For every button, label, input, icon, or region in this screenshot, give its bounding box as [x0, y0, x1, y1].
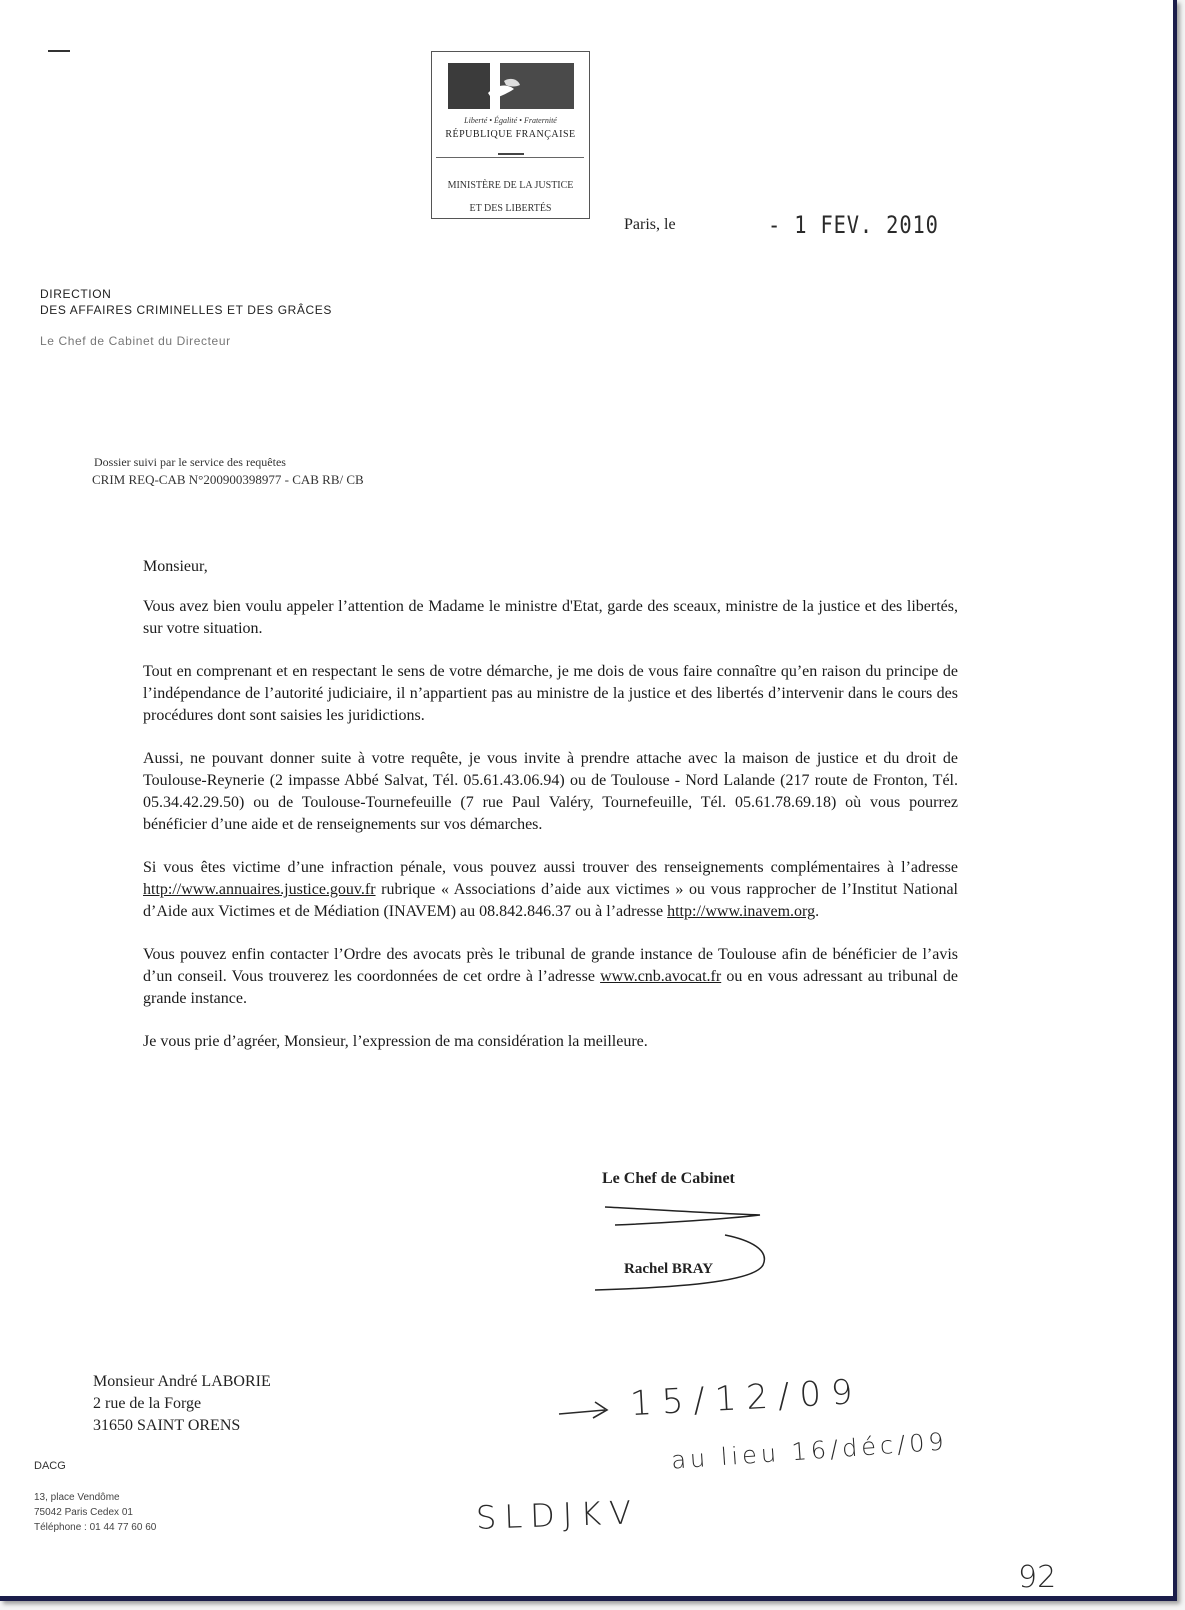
republic-name: RÉPUBLIQUE FRANÇAISE [445, 129, 576, 140]
sender-direction [40, 286, 332, 318]
date-city: Paris, le [624, 216, 676, 233]
dossier-reference: Dossier suivi par le service des requêtes [94, 455, 286, 469]
recipient-name: Monsieur André LABORIE [93, 1373, 271, 1390]
annuaires-justice-link[interactable]: http://www.annuaires.justice.gouv.fr [143, 881, 376, 898]
closing-formula: Je vous prie d’agréer, Monsieur, l’expression de ma considération la meilleure. [143, 1033, 648, 1050]
signatory-name: Rachel BRAY [624, 1261, 714, 1277]
ministry-name [432, 174, 589, 220]
paragraph-5-part-b: ou en vous adressant au tribunal de grande instance. [143, 968, 958, 1007]
logo-divider [436, 157, 584, 158]
ministry-name-line2: ET DES LIBERTÉS [469, 203, 552, 214]
letter-body [143, 556, 958, 1074]
paragraph-4-part-c: . [815, 903, 820, 920]
handwritten-date-1: 15/12/09 [629, 1371, 864, 1425]
recipient-street: 2 rue de la Forge [93, 1395, 202, 1412]
handwritten-page-number: 92 [1018, 1560, 1057, 1595]
salutation: Monsieur, [143, 558, 208, 575]
marianne-flag-logo [448, 63, 574, 109]
sender-chef: Le Chef de Cabinet du Directeur [40, 334, 231, 348]
footer-address [34, 1490, 156, 1535]
paragraph-5 [143, 944, 958, 1010]
handwritten-date-2: au lieu 16/déc/09 [670, 1427, 949, 1475]
recipient-city: 31650 SAINT ORENS [93, 1417, 241, 1434]
paragraph-4-part-a: Si vous êtes victime d’une infraction pénale, vous pouvez aussi trouver des renseignements complémentaires à l’adresse [143, 859, 958, 876]
direction-line1: DIRECTION [40, 287, 112, 301]
footer-phone: Téléphone : 01 44 77 60 60 [34, 1522, 157, 1533]
date-stamp: - 1 FEV. 2010 [768, 211, 939, 239]
paragraph-5-part-a: Vous pouvez enfin contacter l’Ordre des avocats près le tribunal de grande instance de Toulouse afin de bénéficier de l’avis d’un conseil. Vous trouverez les coordonnées de cet ordre à l’adresse [143, 946, 958, 985]
footer-line2: 75042 Paris Cedex 01 [34, 1507, 133, 1518]
ministry-logo-block [431, 51, 590, 219]
logo-divider-mark [498, 153, 524, 155]
ministry-name-line1: MINISTÈRE DE LA JUSTICE [447, 180, 574, 191]
crim-reference: CRIM REQ-CAB N°200900398977 - CAB RB/ CB [92, 472, 364, 487]
footer-line1: 13, place Vendôme [34, 1492, 120, 1503]
paragraph-3: Aussi, ne pouvant donner suite à votre requête, je vous invite à prendre attache avec la maison de justice et du droit de Toulouse-Reynerie (2 impasse Abbé Salvat, Tél. 05.61.43.06.94) ou de Toulouse - Nord Lalande (217 route de Fronton, Tél. 05.34.42.29.50) ou de Toulouse-Tournefeuille (7 rue Paul Valéry, Tournefeuille, Tél. 05.61.78.69.18) où vous pourrez bénéficier d’une aide et de renseignements sur vos démarches. [143, 750, 958, 833]
signature-title: Le Chef de Cabinet [602, 1170, 735, 1187]
direction-line2: DES AFFAIRES CRIMINELLES ET DES GRÂCES [40, 303, 332, 317]
cnb-avocat-link[interactable]: www.cnb.avocat.fr [600, 968, 722, 985]
handwritten-code: SLDJKV [475, 1493, 640, 1537]
paragraph-1: Vous avez bien voulu appeler l’attention de Madame le ministre d'Etat, garde des sceaux, ministre de la justice et des libertés, sur votre situation. [143, 598, 958, 637]
footer-dacg: DACG [34, 1460, 66, 1472]
handwritten-signature [575, 1195, 795, 1305]
inavem-link[interactable]: http://www.inavem.org [667, 903, 816, 920]
republic-motto: Liberté • Égalité • Fraternité [464, 116, 557, 125]
recipient-address [93, 1371, 271, 1437]
paragraph-4-part-b: rubrique « Associations d’aide aux victimes » ou vous rapprocher de l’Institut National d’Aide aux Victimes et de Médiation (INAVEM) au 08.842.846.37 ou à l’adresse [143, 881, 958, 920]
paragraph-2: Tout en comprenant et en respectant le sens de votre démarche, je me dois de vous faire connaître qu’en raison du principe de l’indépendance de l’autorité judiciaire, il n’appartient pas au ministre de la justice et des libertés d’intervenir dans le cours des procédures dont sont saisies les juridictions. [143, 663, 958, 724]
top-dash-mark [48, 50, 70, 52]
handwritten-arrow-icon [557, 1396, 617, 1426]
paragraph-4 [143, 857, 958, 923]
